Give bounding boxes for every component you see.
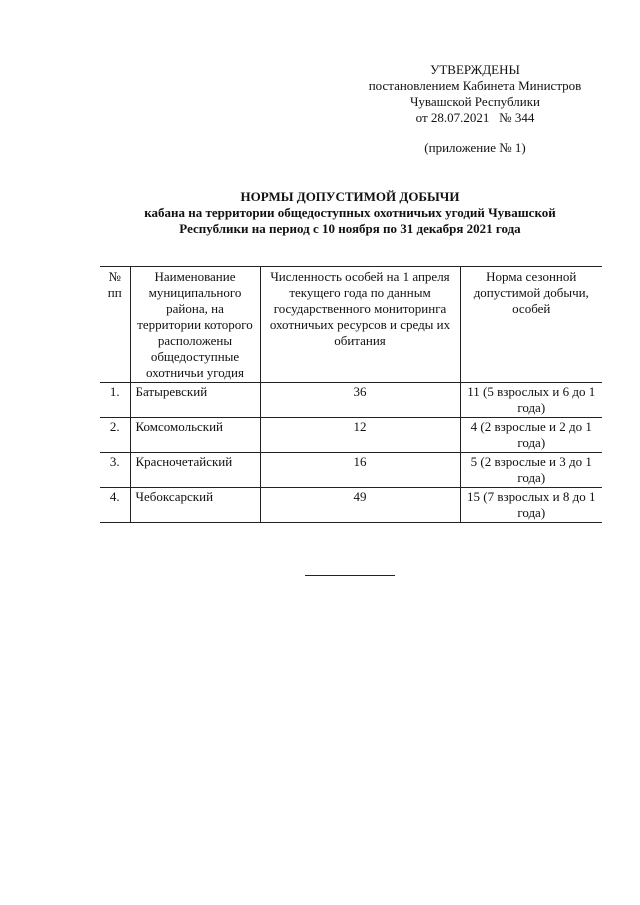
row-population: 36	[260, 383, 460, 418]
row-district: Красночетайский	[130, 453, 260, 488]
title-main: НОРМЫ ДОПУСТИМОЙ ДОБЫЧИ	[240, 189, 460, 204]
header-district: Наименование муниципального района, на территории которого расположены общедоступные охотничьи угодия	[130, 267, 260, 383]
approval-authority: постановлением Кабинета Министров	[368, 78, 582, 93]
title-sub-line-2: Республики на период с 10 ноября по 31 декабря 2021 года	[179, 221, 521, 236]
header-number: № пп	[100, 267, 130, 383]
table-row	[100, 453, 602, 488]
approval-stamp	[340, 62, 610, 156]
table-row	[100, 488, 602, 523]
table-header-row	[100, 267, 602, 383]
table-row	[100, 418, 602, 453]
header-norm: Норма сезонной допустимой добычи, особей	[460, 267, 602, 383]
row-district: Чебоксарский	[130, 488, 260, 523]
row-norm: 4 (2 взрослые и 2 до 1 года)	[460, 418, 602, 453]
row-district: Комсомольский	[130, 418, 260, 453]
row-population: 49	[260, 488, 460, 523]
row-number: 2.	[100, 418, 130, 453]
table-row	[100, 383, 602, 418]
norms-table	[100, 266, 602, 523]
approval-republic: Чувашской Республики	[409, 94, 541, 109]
row-norm: 11 (5 взрослых и 6 до 1 года)	[460, 383, 602, 418]
header-population: Численность особей на 1 апреля текущего года по данным государственного мониторинга охотничьих ресурсов и среды их обитания	[260, 267, 460, 383]
document-title	[95, 188, 605, 237]
row-number: 1.	[100, 383, 130, 418]
row-district: Батыревский	[130, 383, 260, 418]
title-sub-line-1: кабана на территории общедоступных охотничьих угодий Чувашской	[144, 205, 556, 220]
end-divider	[305, 575, 395, 576]
row-norm: 5 (2 взрослые и 3 до 1 года)	[460, 453, 602, 488]
row-population: 12	[260, 418, 460, 453]
appendix-label: (приложение № 1)	[424, 140, 526, 155]
approval-date-number: от 28.07.2021 № 344	[415, 110, 535, 125]
row-population: 16	[260, 453, 460, 488]
row-norm: 15 (7 взрослых и 8 до 1 года)	[460, 488, 602, 523]
row-number: 3.	[100, 453, 130, 488]
row-number: 4.	[100, 488, 130, 523]
approval-heading: УТВЕРЖДЕНЫ	[430, 62, 520, 77]
